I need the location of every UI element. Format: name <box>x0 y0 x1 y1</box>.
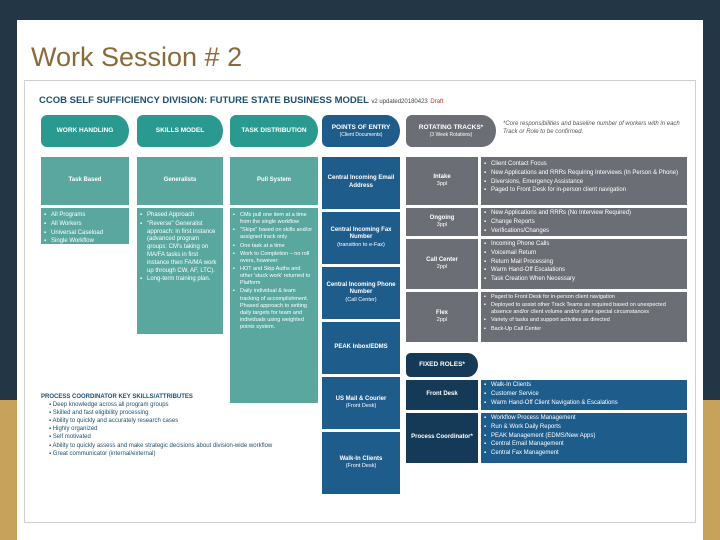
task-distribution-item: ▪ Work to Completion – no roll overs, however: <box>240 251 314 265</box>
track-duty: ▪ Paged to Front Desk for in-person client navigation <box>491 294 683 301</box>
track-flex-duties <box>481 292 687 342</box>
task-distribution-label: Pull System <box>230 157 318 205</box>
work-handling-item: ▪ All Workers <box>51 221 125 229</box>
track-duty: ▪ Diversions, Emergency Assistance <box>491 179 683 187</box>
track-ongoing-label: Ongoing 3ppl <box>406 208 478 236</box>
diagram-version: v2 updated20180423 <box>371 99 428 105</box>
track-duty: ▪ Voicemail Return <box>491 250 683 258</box>
header-points-of-entry: POINTS OF ENTRY (Client Documents) <box>322 115 400 147</box>
task-distribution-list <box>230 208 318 403</box>
business-model-diagram <box>24 80 696 523</box>
track-duty: ▪ Paged to Front Desk for in-person client navigation <box>491 187 683 195</box>
track-duty: ▪ Return Mail Processing <box>491 259 683 267</box>
skill-item: ▪ Great communicator (internal/external) <box>49 450 341 458</box>
diagram-title <box>39 95 443 106</box>
role-duty: ▪ Run & Work Daily Reports <box>491 424 683 432</box>
fixed-role-process-coordinator-label: Process Coordinator* <box>406 413 478 463</box>
track-ongoing-duties <box>481 208 687 236</box>
fixed-role-front-desk-duties <box>481 380 687 410</box>
work-handling-item: ▪ Single Workflow <box>51 238 125 246</box>
track-flex-label: Flex 2ppl <box>406 292 478 342</box>
entry-phone: Central Incoming Phone Number (Call Center) <box>322 267 400 319</box>
fixed-role-front-desk-label: Front Desk <box>406 380 478 410</box>
track-duty: ▪ Verifications/Changes <box>491 228 683 236</box>
role-duty: ▪ Workflow Process Management <box>491 415 683 423</box>
role-duty: ▪ Walk-In Clients <box>491 382 683 390</box>
track-duty: ▪ New Applications and RRRs (No Interview Required) <box>491 210 683 218</box>
track-duty: ▪ Task Creation When Necessary <box>491 276 683 284</box>
track-intake-label: Intake 3ppl <box>406 157 478 205</box>
skills-model-item: ▪ Phased Approach <box>147 212 219 220</box>
fixed-role-process-coordinator-duties <box>481 413 687 463</box>
skills-model-list <box>137 208 223 334</box>
skill-item: ▪ Highly organized <box>49 425 341 433</box>
track-duty: ▪ Variety of tasks and support activities as directed <box>491 317 683 324</box>
skills-heading: PROCESS COORDINATOR KEY SKILLS/ATTRIBUTES <box>41 394 193 400</box>
track-duty: ▪ Back-Up Call Center <box>491 326 683 333</box>
track-duty: ▪ Incoming Phone Calls <box>491 241 683 249</box>
role-duty: ▪ Warm Hand-Off Client Navigation & Escalations <box>491 400 683 408</box>
background-top <box>0 0 720 20</box>
skills-model-item: ▪ "Reverse" Generalist approach: in first instance (advanced program groups: CM's taking on MA/FA tasks in first instance then FA/MA work up through CW, AF, LTC). <box>147 221 219 276</box>
role-duty: ▪ Customer Service <box>491 391 683 399</box>
track-duty: ▪ Warm Hand-Off Escalations <box>491 267 683 275</box>
track-duty: ▪ New Applications and RRRs Requiring Interviews (In Person & Phone) <box>491 170 683 178</box>
skill-item: ▪ Deep knowledge across all program groups <box>49 401 341 409</box>
task-distribution-item: ▪ Daily individual & team tracking of accomplishment. Phased approach to setting daily targets for team and individuals using weighted points system. <box>240 288 314 331</box>
task-distribution-item: ▪ One task at a time <box>240 243 314 250</box>
track-call-center-duties <box>481 239 687 289</box>
role-duty: ▪ PEAK Management (EDMS/New Apps) <box>491 433 683 441</box>
diagram-note: *Core responsibilities and baseline number of workers with in each Track or Role to be confirmed. <box>503 121 680 135</box>
track-duty: ▪ Client Contact Focus <box>491 161 683 169</box>
process-coordinator-skills <box>41 393 341 458</box>
skill-item: ▪ Ability to quickly and accurately research cases <box>49 417 341 425</box>
header-work-handling: WORK HANDLING <box>41 115 129 147</box>
role-duty: ▪ Central Fax Management <box>491 450 683 458</box>
work-handling-item: ▪ Universal Caseload <box>51 230 125 238</box>
header-skills-model: SKILLS MODEL <box>137 115 223 147</box>
skill-item: ▪ Skilled and fast eligibility processing <box>49 409 341 417</box>
skills-model-item: ▪ Long-term training plan. <box>147 276 219 284</box>
entry-email: Central Incoming Email Address <box>322 157 400 209</box>
header-fixed-roles: FIXED ROLES* <box>406 353 478 377</box>
role-duty: ▪ Central Email Management <box>491 441 683 449</box>
entry-fax: Central Incoming Fax Number (transition to e-Fax) <box>322 212 400 264</box>
task-distribution-item: ▪ "Skips" based on skills and/or assigned track only <box>240 227 314 241</box>
skill-item: ▪ Ability to quickly assess and make strategic decisions about division-wide workflow <box>49 442 341 450</box>
entry-mail: US Mail & Courier (Front Desk) <box>322 377 400 429</box>
track-intake-duties <box>481 157 687 205</box>
task-distribution-item: ▪ CMs pull one item at a time from the single workflow <box>240 212 314 226</box>
header-task-distribution: TASK DISTRIBUTION <box>230 115 318 147</box>
entry-walk-in: Walk-In Clients (Front Desk) <box>322 432 400 494</box>
work-handling-label: Task Based <box>41 157 129 205</box>
track-call-center-label: Call Center 2ppl <box>406 239 478 289</box>
track-duty: ▪ Deployed to assist other Track Teams as required based on unexpected absence and/or client volume and/or other special circumstances <box>491 302 683 316</box>
skill-item: ▪ Self motivated <box>49 433 341 441</box>
entry-peak: PEAK Inbox/EDMS <box>322 322 400 374</box>
task-distribution-item: ▪ HOT and Skip Auths and other 'stuck work' returned to Platform <box>240 266 314 287</box>
slide-title: Work Session # 2 <box>31 42 243 72</box>
track-duty: ▪ Change Reports <box>491 219 683 227</box>
header-rotating-tracks: ROTATING TRACKS* (3 Week Rotations) <box>406 115 496 147</box>
skills-model-label: Generalists <box>137 157 223 205</box>
work-handling-list <box>41 208 129 244</box>
diagram-title-text: CCOB SELF SUFFICIENCY DIVISION: FUTURE STATE BUSINESS MODEL <box>39 95 369 106</box>
work-handling-item: ▪ All Programs <box>51 212 125 220</box>
diagram-draft-label: Draft <box>430 99 444 105</box>
